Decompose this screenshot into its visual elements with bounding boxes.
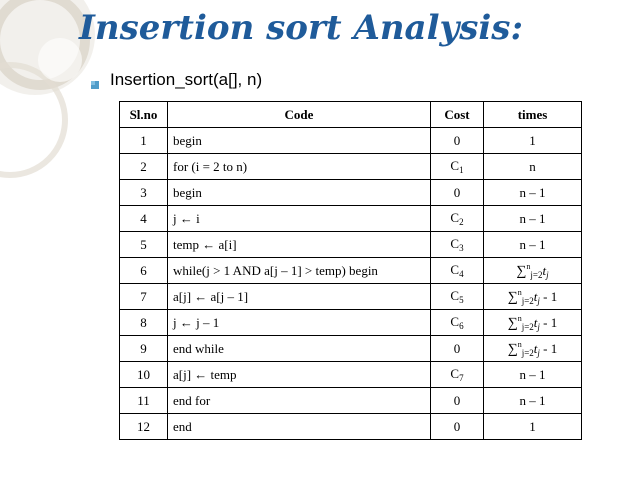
cell-times: 1 — [484, 128, 582, 154]
table-row — [120, 362, 582, 388]
cost-value: 0 — [453, 184, 461, 200]
sum-term-subscript: j — [546, 269, 549, 280]
sum-term: t — [542, 262, 547, 278]
cost-subscript: 4 — [459, 269, 464, 279]
cost-subscript: 2 — [459, 217, 464, 227]
table-row — [120, 310, 582, 336]
cell-cost — [431, 284, 484, 310]
cell-code: temp ← a[i] — [168, 232, 431, 258]
page-title: Insertion sort Analysis: — [79, 8, 523, 48]
bullet-text: Insertion_sort(a[], n) — [110, 70, 263, 89]
sum-upper-limit: n — [526, 261, 531, 271]
sum-term-subscript: j — [537, 347, 540, 358]
cell-cost — [431, 154, 484, 180]
table-row — [120, 388, 582, 414]
cell-slno: 7 — [120, 284, 168, 310]
sigma-symbol: ∑ — [507, 289, 518, 305]
table-row — [120, 154, 582, 180]
cell-slno: 3 — [120, 180, 168, 206]
cell-times: n – 1 — [484, 180, 582, 206]
sum-upper-limit: n — [517, 287, 522, 297]
cell-times — [484, 310, 582, 336]
cost-subscript: 1 — [459, 165, 464, 175]
header-slno: Sl.no — [120, 102, 168, 128]
table-body — [120, 128, 582, 440]
cell-slno: 10 — [120, 362, 168, 388]
table-row — [120, 284, 582, 310]
square-bullet-icon — [90, 75, 100, 85]
sigma-symbol: ∑ — [507, 315, 518, 331]
table-row — [120, 180, 582, 206]
cell-slno: 1 — [120, 128, 168, 154]
cost-value: C — [450, 366, 460, 381]
cell-code: begin — [168, 128, 431, 154]
table-row — [120, 206, 582, 232]
sum-upper-limit: n — [517, 313, 522, 323]
cell-slno: 2 — [120, 154, 168, 180]
sum-suffix: - 1 — [539, 314, 558, 330]
cell-cost — [431, 258, 484, 284]
cost-subscript: 3 — [459, 243, 464, 253]
header-times: times — [484, 102, 582, 128]
cell-cost — [431, 336, 484, 362]
cell-times: n — [484, 154, 582, 180]
cost-value: 0 — [453, 418, 461, 434]
sum-lower-limit: j=2 — [521, 295, 534, 306]
cell-code: begin — [168, 180, 431, 206]
cell-code: end — [168, 414, 431, 440]
cell-code: a[j] ← a[j – 1] — [168, 284, 431, 310]
cell-cost — [431, 180, 484, 206]
sum-term: t — [533, 314, 538, 330]
cost-value: C — [450, 236, 460, 251]
sum-term-subscript: j — [537, 295, 540, 306]
cell-code: j ← j – 1 — [168, 310, 431, 336]
bullet-item — [90, 70, 262, 90]
table-header-row — [120, 102, 582, 128]
cost-subscript: 5 — [459, 295, 464, 305]
cell-cost — [431, 310, 484, 336]
cell-cost — [431, 128, 484, 154]
table-row — [120, 232, 582, 258]
sum-lower-limit: j=2 — [521, 321, 534, 332]
cell-times — [484, 284, 582, 310]
cell-slno: 8 — [120, 310, 168, 336]
table-row — [120, 414, 582, 440]
sum-suffix: - 1 — [539, 340, 558, 356]
cell-slno: 5 — [120, 232, 168, 258]
cost-value: 0 — [453, 132, 461, 148]
cost-value: C — [450, 314, 460, 329]
cell-code: for (i = 2 to n) — [168, 154, 431, 180]
cell-cost — [431, 362, 484, 388]
cell-cost — [431, 388, 484, 414]
table-row — [120, 128, 582, 154]
header-code: Code — [168, 102, 431, 128]
cost-subscript: 6 — [459, 321, 464, 331]
cell-slno: 6 — [120, 258, 168, 284]
cell-times: n – 1 — [484, 388, 582, 414]
cell-times — [484, 336, 582, 362]
cell-times — [484, 258, 582, 284]
cell-slno: 11 — [120, 388, 168, 414]
cost-value: C — [450, 158, 460, 173]
cell-times: 1 — [484, 414, 582, 440]
cell-code: a[j] ← temp — [168, 362, 431, 388]
sigma-symbol: ∑ — [516, 263, 527, 279]
table-row — [120, 336, 582, 362]
cost-value: 0 — [453, 392, 461, 408]
cost-value: 0 — [453, 340, 461, 356]
cell-code: end for — [168, 388, 431, 414]
cell-slno: 4 — [120, 206, 168, 232]
cell-cost — [431, 232, 484, 258]
cell-code: j ← i — [168, 206, 431, 232]
sum-suffix: - 1 — [539, 288, 558, 304]
table-row — [120, 258, 582, 284]
cost-value: C — [450, 262, 460, 277]
sum-lower-limit: j=2 — [530, 269, 543, 280]
cell-cost — [431, 206, 484, 232]
cell-times: n – 1 — [484, 232, 582, 258]
cost-value: C — [450, 288, 460, 303]
sigma-symbol: ∑ — [507, 341, 518, 357]
sum-upper-limit: n — [517, 339, 522, 349]
sum-term: t — [533, 340, 538, 356]
cost-subscript: 7 — [459, 373, 464, 383]
cell-times: n – 1 — [484, 362, 582, 388]
analysis-table — [119, 101, 582, 440]
cell-times: n – 1 — [484, 206, 582, 232]
cell-code: while(j > 1 AND a[j – 1] > temp) begin — [168, 258, 431, 284]
header-cost: Cost — [431, 102, 484, 128]
sum-term-subscript: j — [537, 321, 540, 332]
cell-slno: 9 — [120, 336, 168, 362]
sum-term: t — [533, 288, 538, 304]
cell-cost — [431, 414, 484, 440]
sum-lower-limit: j=2 — [521, 347, 534, 358]
cost-value: C — [450, 210, 460, 225]
cell-code: end while — [168, 336, 431, 362]
cell-slno: 12 — [120, 414, 168, 440]
